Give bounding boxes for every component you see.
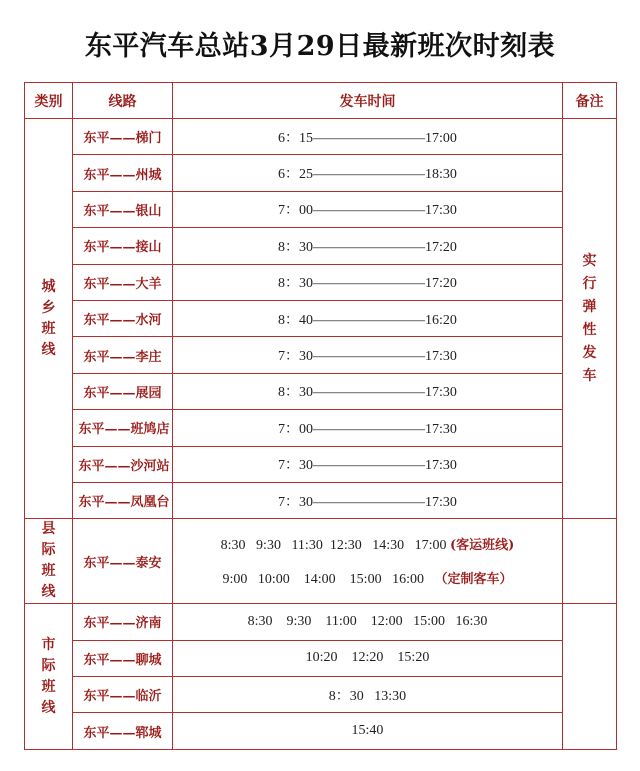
category-urban-rural: 城乡班线 bbox=[25, 119, 73, 519]
table-row bbox=[25, 482, 617, 518]
schedule-table bbox=[24, 82, 617, 750]
table-row bbox=[25, 264, 617, 300]
time-cell: 8:30 9:30 11:00 12:00 15:00 16:30 bbox=[173, 604, 563, 640]
note-empty bbox=[563, 604, 617, 750]
route-cell: 东平——大羊 bbox=[73, 264, 173, 300]
route-cell: 东平——沙河站 bbox=[73, 446, 173, 482]
time-cell: 8：30————————17:20 bbox=[173, 264, 563, 300]
table-row bbox=[25, 228, 617, 264]
route-cell: 东平——水河 bbox=[73, 300, 173, 336]
table-row bbox=[25, 410, 617, 446]
table-row bbox=[25, 119, 617, 155]
time-cell: 7：00————————17:30 bbox=[173, 191, 563, 227]
table-row bbox=[25, 446, 617, 482]
route-cell: 东平——州城 bbox=[73, 155, 173, 191]
table-row bbox=[25, 300, 617, 336]
table-row bbox=[25, 337, 617, 373]
route-cell: 东平——梯门 bbox=[73, 119, 173, 155]
service-tag: (客运班线) bbox=[450, 538, 515, 554]
table-row bbox=[25, 713, 617, 749]
time-cell: 7：00————————17:30 bbox=[173, 410, 563, 446]
note-flexible: 实行弹性发车 bbox=[563, 119, 617, 519]
header-category: 类别 bbox=[25, 83, 73, 119]
route-cell: 东平——班鸠店 bbox=[73, 410, 173, 446]
time-cell: 7：30————————17:30 bbox=[173, 337, 563, 373]
category-county: 县际班线 bbox=[25, 519, 73, 604]
header-time: 发车时间 bbox=[173, 83, 563, 119]
category-city: 市际班线 bbox=[25, 604, 73, 750]
table-row bbox=[25, 373, 617, 409]
route-cell: 东平——临沂 bbox=[73, 677, 173, 713]
route-cell: 东平——展园 bbox=[73, 373, 173, 409]
time-cell: 6：15————————17:00 bbox=[173, 119, 563, 155]
route-cell: 东平——李庄 bbox=[73, 337, 173, 373]
route-cell: 东平——郓城 bbox=[73, 713, 173, 749]
table-row bbox=[25, 640, 617, 676]
time-cell: 6：25————————18:30 bbox=[173, 155, 563, 191]
page-title: 东平汽车总站3月29日最新班次时刻表 bbox=[84, 31, 556, 62]
header-route: 线路 bbox=[73, 83, 173, 119]
route-cell: 东平——接山 bbox=[73, 228, 173, 264]
route-cell: 东平——济南 bbox=[73, 604, 173, 640]
table-row bbox=[25, 519, 617, 604]
time-cell: 7：30————————17:30 bbox=[173, 482, 563, 518]
table-row bbox=[25, 155, 617, 191]
table-row bbox=[25, 191, 617, 227]
time-line-2: 9:00 10:00 14:00 15:00 16:00 （定制客车） bbox=[222, 572, 513, 588]
route-cell: 东平——凤凰台 bbox=[73, 482, 173, 518]
time-cell bbox=[173, 519, 563, 604]
table-row bbox=[25, 604, 617, 640]
time-cell: 15:40 bbox=[173, 713, 563, 749]
time-cell: 8：30 13:30 bbox=[173, 677, 563, 713]
header-row bbox=[25, 83, 617, 119]
table-row bbox=[25, 677, 617, 713]
time-cell: 10:20 12:20 15:20 bbox=[173, 640, 563, 676]
time-cell: 7：30————————17:30 bbox=[173, 446, 563, 482]
header-note: 备注 bbox=[563, 83, 617, 119]
note-empty bbox=[563, 519, 617, 604]
time-line-1: 8:30 9:30 11:30 12:30 14:30 17:00 (客运班线) bbox=[220, 538, 515, 554]
route-cell: 东平——银山 bbox=[73, 191, 173, 227]
time-cell: 8：40————————16:20 bbox=[173, 300, 563, 336]
time-cell: 8：30————————17:20 bbox=[173, 228, 563, 264]
time-cell: 8：30————————17:30 bbox=[173, 373, 563, 409]
route-cell: 东平——泰安 bbox=[73, 519, 173, 604]
route-cell: 东平——聊城 bbox=[73, 640, 173, 676]
service-tag: （定制客车） bbox=[434, 572, 513, 588]
